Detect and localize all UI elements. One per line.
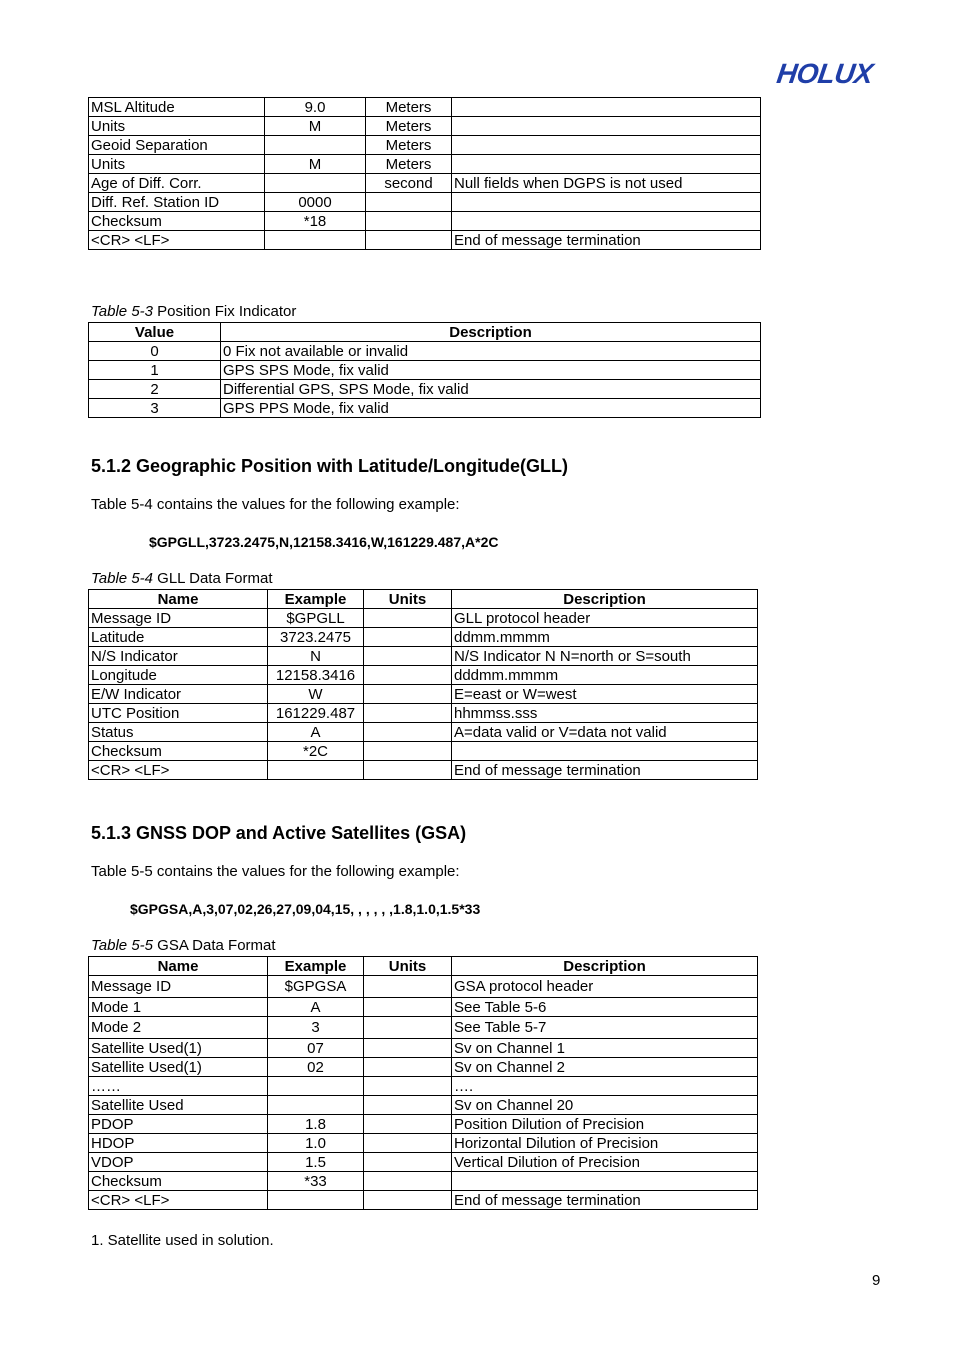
- table-cell: *2C: [268, 742, 364, 761]
- table-5-4: [88, 589, 758, 780]
- page-number: 9: [872, 1272, 881, 1289]
- table-cell: 02: [268, 1058, 364, 1077]
- table-cell: A=data valid or V=data not valid: [452, 723, 758, 742]
- table-row: [89, 704, 758, 723]
- table-cell: HDOP: [89, 1134, 268, 1153]
- table-cell: [364, 1172, 452, 1191]
- table-cell: Meters: [366, 155, 452, 174]
- table-cell: ….: [452, 1077, 758, 1096]
- gsa-example-sentence: $GPGSA,A,3,07,02,26,27,09,04,15, , , , , ,1.8,1.0,1.5*33: [130, 901, 481, 917]
- table-cell: Diff. Ref. Station ID: [89, 193, 265, 212]
- table-cell: Sv on Channel 2: [452, 1058, 758, 1077]
- table-cell: Checksum: [89, 212, 265, 231]
- table-cell: [366, 193, 452, 212]
- table-cell: 161229.487: [268, 704, 364, 723]
- table-row: [89, 1172, 758, 1191]
- table-cell: Mode 2: [89, 1017, 268, 1039]
- table-cell: 1.5: [268, 1153, 364, 1172]
- table-cell: [364, 1191, 452, 1210]
- col-header-name: Name: [89, 957, 268, 976]
- table-cell: Age of Diff. Corr.: [89, 174, 265, 193]
- col-header-name: Name: [89, 590, 268, 609]
- table-cell: [452, 1172, 758, 1191]
- table-cell: [265, 136, 366, 155]
- table-cell: Horizontal Dilution of Precision: [452, 1134, 758, 1153]
- table-cell: 2: [89, 380, 221, 399]
- table-cell: Message ID: [89, 976, 268, 998]
- table-row: [89, 685, 758, 704]
- table-cell: Meters: [366, 117, 452, 136]
- table-cell: VDOP: [89, 1153, 268, 1172]
- table-cell: [452, 155, 761, 174]
- table-cell: ddmm.mmmm: [452, 628, 758, 647]
- table-cell: [364, 628, 452, 647]
- table-row: [89, 1017, 758, 1039]
- table-cell: [364, 1134, 452, 1153]
- table-cell: N: [268, 647, 364, 666]
- table-cell: Message ID: [89, 609, 268, 628]
- table-cell: Satellite Used(1): [89, 1039, 268, 1058]
- table-cell: [364, 998, 452, 1017]
- table-cell: [364, 647, 452, 666]
- table-5-5-caption: Table 5-5 GSA Data Format: [91, 937, 276, 954]
- table-row: [89, 1077, 758, 1096]
- table-cell: 3723.2475: [268, 628, 364, 647]
- table-cell: GSA protocol header: [452, 976, 758, 998]
- table-cell: second: [366, 174, 452, 193]
- table-cell: Geoid Separation: [89, 136, 265, 155]
- table-cell: N/S Indicator: [89, 647, 268, 666]
- gsa-intro-text: Table 5-5 contains the values for the following example:: [91, 863, 460, 880]
- table-5-4-caption: Table 5-4 GLL Data Format: [91, 570, 273, 587]
- table-cell: <CR> <LF>: [89, 761, 268, 780]
- col-header-units: Units: [364, 590, 452, 609]
- table-row: [89, 998, 758, 1017]
- table-cell: Meters: [366, 136, 452, 155]
- table-cell: UTC Position: [89, 704, 268, 723]
- table-row: [89, 155, 761, 174]
- table-cell: Status: [89, 723, 268, 742]
- table-cell: Sv on Channel 1: [452, 1039, 758, 1058]
- col-header-description: Description: [221, 323, 761, 342]
- table-gga-continued: [88, 97, 761, 250]
- table-row: [89, 1058, 758, 1077]
- table-cell: A: [268, 723, 364, 742]
- table-cell: [364, 976, 452, 998]
- table-cell: 9.0: [265, 98, 366, 117]
- col-header-value: Value: [89, 323, 221, 342]
- table-row: [89, 976, 758, 998]
- col-header-example: Example: [268, 590, 364, 609]
- table-cell: [268, 1096, 364, 1115]
- table-row: [89, 342, 761, 361]
- table-row: [89, 136, 761, 155]
- table-5-3-caption: Table 5-3 Position Fix Indicator: [91, 303, 297, 320]
- table-row: [89, 761, 758, 780]
- table-row: [89, 399, 761, 418]
- table-row: [89, 1134, 758, 1153]
- table-cell: dddmm.mmmm: [452, 666, 758, 685]
- col-header-description: Description: [452, 957, 758, 976]
- table-row: [89, 361, 761, 380]
- table-cell: ……: [89, 1077, 268, 1096]
- table-cell: Satellite Used(1): [89, 1058, 268, 1077]
- table-cell: Checksum: [89, 742, 268, 761]
- table-row: [89, 1153, 758, 1172]
- table-cell: $GPGLL: [268, 609, 364, 628]
- table-cell: [268, 1191, 364, 1210]
- table-cell: [452, 193, 761, 212]
- table-cell: [366, 231, 452, 250]
- table-cell: GLL protocol header: [452, 609, 758, 628]
- table-cell: [364, 666, 452, 685]
- gll-intro-text: Table 5-4 contains the values for the following example:: [91, 496, 460, 513]
- table-cell: GPS SPS Mode, fix valid: [221, 361, 761, 380]
- section-heading-gsa: 5.1.3 GNSS DOP and Active Satellites (GSA): [91, 823, 467, 843]
- table-row: [89, 647, 758, 666]
- table-cell: See Table 5-6: [452, 998, 758, 1017]
- table-cell: [364, 609, 452, 628]
- table-5-3: [88, 322, 761, 418]
- table-cell: [364, 704, 452, 723]
- table-cell: [364, 1077, 452, 1096]
- table-cell: [366, 212, 452, 231]
- section-heading-gll: 5.1.2 Geographic Position with Latitude/Longitude(GLL): [91, 456, 568, 476]
- table-row: [89, 212, 761, 231]
- table-cell: 1.8: [268, 1115, 364, 1134]
- table-cell: End of message termination: [452, 1191, 758, 1210]
- table-cell: [268, 1077, 364, 1096]
- table-cell: Longitude: [89, 666, 268, 685]
- table-cell: 07: [268, 1039, 364, 1058]
- table-row: [89, 98, 761, 117]
- table-cell: [364, 742, 452, 761]
- table-cell: [265, 231, 366, 250]
- table-cell: *18: [265, 212, 366, 231]
- table-cell: Sv on Channel 20: [452, 1096, 758, 1115]
- table-row: [89, 1191, 758, 1210]
- table-row: [89, 666, 758, 685]
- table-row: [89, 193, 761, 212]
- table-row: [89, 174, 761, 193]
- table-cell: 0: [89, 342, 221, 361]
- table-cell: M: [265, 155, 366, 174]
- table-cell: [364, 1153, 452, 1172]
- table-cell: 1: [89, 361, 221, 380]
- table-cell: PDOP: [89, 1115, 268, 1134]
- table-cell: [452, 98, 761, 117]
- table-cell: N/S Indicator N N=north or S=south: [452, 647, 758, 666]
- table-row: [89, 742, 758, 761]
- table-cell: [364, 685, 452, 704]
- table-cell: Meters: [366, 98, 452, 117]
- table-cell: MSL Altitude: [89, 98, 265, 117]
- table-row: [89, 117, 761, 136]
- table-cell: [364, 1017, 452, 1039]
- table-cell: Position Dilution of Precision: [452, 1115, 758, 1134]
- table-cell: End of message termination: [452, 761, 758, 780]
- footnote: 1. Satellite used in solution.: [91, 1232, 274, 1249]
- table-cell: Differential GPS, SPS Mode, fix valid: [221, 380, 761, 399]
- table-cell: Checksum: [89, 1172, 268, 1191]
- table-cell: $GPGSA: [268, 976, 364, 998]
- table-row: [89, 1039, 758, 1058]
- table-cell: [268, 761, 364, 780]
- table-row: [89, 609, 758, 628]
- table-5-5: [88, 956, 758, 1210]
- table-cell: M: [265, 117, 366, 136]
- table-cell: 1.0: [268, 1134, 364, 1153]
- table-cell: [265, 174, 366, 193]
- table-cell: hhmmss.sss: [452, 704, 758, 723]
- table-cell: E=east or W=west: [452, 685, 758, 704]
- table-row: [89, 231, 761, 250]
- table-cell: Satellite Used: [89, 1096, 268, 1115]
- table-cell: Vertical Dilution of Precision: [452, 1153, 758, 1172]
- table-cell: E/W Indicator: [89, 685, 268, 704]
- table-row: [89, 628, 758, 647]
- table-cell: 0000: [265, 193, 366, 212]
- col-header-description: Description: [452, 590, 758, 609]
- table-cell: GPS PPS Mode, fix valid: [221, 399, 761, 418]
- table-cell: [364, 1058, 452, 1077]
- table-cell: [364, 1039, 452, 1058]
- table-cell: Latitude: [89, 628, 268, 647]
- table-cell: [452, 117, 761, 136]
- col-header-example: Example: [268, 957, 364, 976]
- table-cell: [364, 761, 452, 780]
- table-cell: Units: [89, 155, 265, 174]
- table-cell: [452, 136, 761, 155]
- col-header-units: Units: [364, 957, 452, 976]
- table-cell: 3: [268, 1017, 364, 1039]
- table-cell: Null fields when DGPS is not used: [452, 174, 761, 193]
- table-cell: 0 Fix not available or invalid: [221, 342, 761, 361]
- table-cell: Mode 1: [89, 998, 268, 1017]
- table-cell: 12158.3416: [268, 666, 364, 685]
- holux-logo: HOLUX: [774, 58, 875, 89]
- gll-example-sentence: $GPGLL,3723.2475,N,12158.3416,W,161229.487,A*2C: [149, 534, 499, 550]
- table-row: [89, 723, 758, 742]
- table-cell: *33: [268, 1172, 364, 1191]
- table-cell: [364, 723, 452, 742]
- table-row: [89, 380, 761, 399]
- table-cell: Units: [89, 117, 265, 136]
- table-cell: A: [268, 998, 364, 1017]
- table-row: [89, 1096, 758, 1115]
- table-cell: <CR> <LF>: [89, 1191, 268, 1210]
- table-cell: <CR> <LF>: [89, 231, 265, 250]
- table-cell: [364, 1096, 452, 1115]
- table-cell: [452, 742, 758, 761]
- table-cell: [452, 212, 761, 231]
- table-cell: [364, 1115, 452, 1134]
- table-cell: End of message termination: [452, 231, 761, 250]
- table-cell: W: [268, 685, 364, 704]
- table-cell: 3: [89, 399, 221, 418]
- table-cell: See Table 5-7: [452, 1017, 758, 1039]
- table-row: [89, 1115, 758, 1134]
